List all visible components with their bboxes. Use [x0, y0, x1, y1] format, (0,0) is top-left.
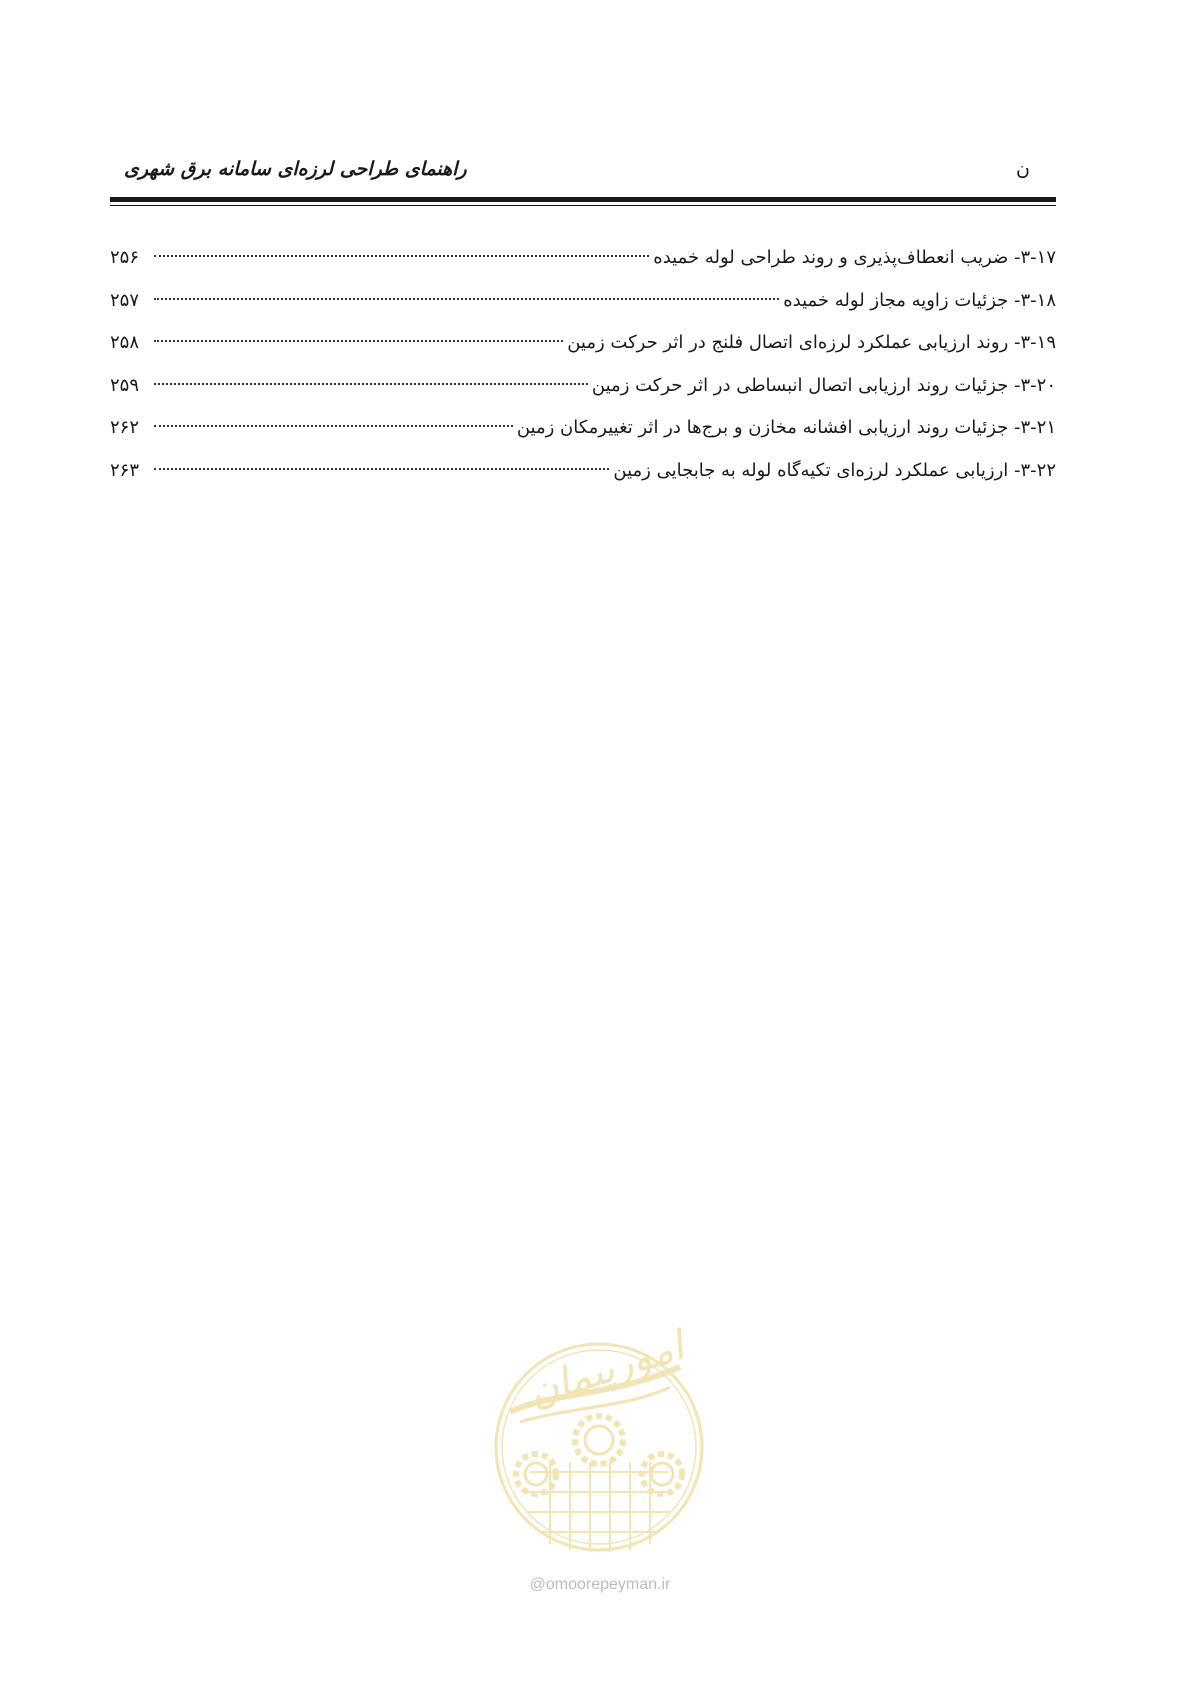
toc-entry-page: ۲۶۲ — [110, 417, 140, 438]
dot-leader — [154, 255, 649, 257]
toc-entry-label: ۳-۱۹- روند ارزیابی عملکرد لرزه‌ای اتصال فلنج در اثر حرکت زمین — [567, 332, 1056, 353]
dot-leader — [154, 298, 779, 300]
toc-entry[interactable] — [110, 329, 1056, 372]
dot-leader — [154, 383, 588, 385]
header-rule-thick — [110, 197, 1056, 202]
table-of-figures — [110, 244, 1056, 499]
book-title: راهنمای طراحی لرزه‌ای سامانه برق شهری — [124, 158, 467, 180]
toc-entry[interactable] — [110, 244, 1056, 287]
toc-entry-page: ۲۵۷ — [110, 289, 140, 311]
toc-entry[interactable] — [110, 372, 1056, 415]
toc-entry-page: ۲۵۹ — [110, 374, 140, 396]
toc-entry-page: ۲۵۸ — [110, 332, 140, 353]
dot-leader — [154, 425, 513, 427]
page-number: ن — [1016, 158, 1030, 180]
toc-entry-label: ۳-۲۱- جزئیات روند ارزیابی افشانه مخازن و برج‌ها در اثر تغییرمکان زمین — [516, 417, 1056, 438]
toc-entry[interactable] — [110, 287, 1056, 330]
toc-entry-label: ۳-۱۷- ضریب انعطاف‌پذیری و روند طراحی لوله خمیده — [653, 247, 1056, 268]
toc-entry[interactable] — [110, 457, 1056, 500]
dot-leader — [154, 468, 609, 470]
toc-entry-label: ۳-۲۲- ارزیابی عملکرد لرزه‌ای تکیه‌گاه لوله به جابجایی زمین — [613, 459, 1056, 481]
toc-entry-page: ۲۵۶ — [110, 247, 140, 268]
running-header — [110, 150, 1056, 190]
toc-entry[interactable] — [110, 414, 1056, 457]
toc-entry-label: ۳-۲۰- جزئیات روند ارزیابی اتصال انبساطی در اثر حرکت زمین — [591, 374, 1056, 396]
watermark-logo — [490, 1322, 708, 1572]
watermark-url: @omoorepeyman.ir — [529, 1576, 671, 1593]
toc-entry-page: ۲۶۳ — [110, 459, 140, 481]
header-rule-thin — [110, 205, 1056, 206]
watermark-logo-text: امورپیمان — [522, 1322, 690, 1417]
toc-entry-label: ۳-۱۸- جزئیات زاویه مجاز لوله خمیده — [783, 289, 1056, 311]
dot-leader — [154, 340, 563, 342]
